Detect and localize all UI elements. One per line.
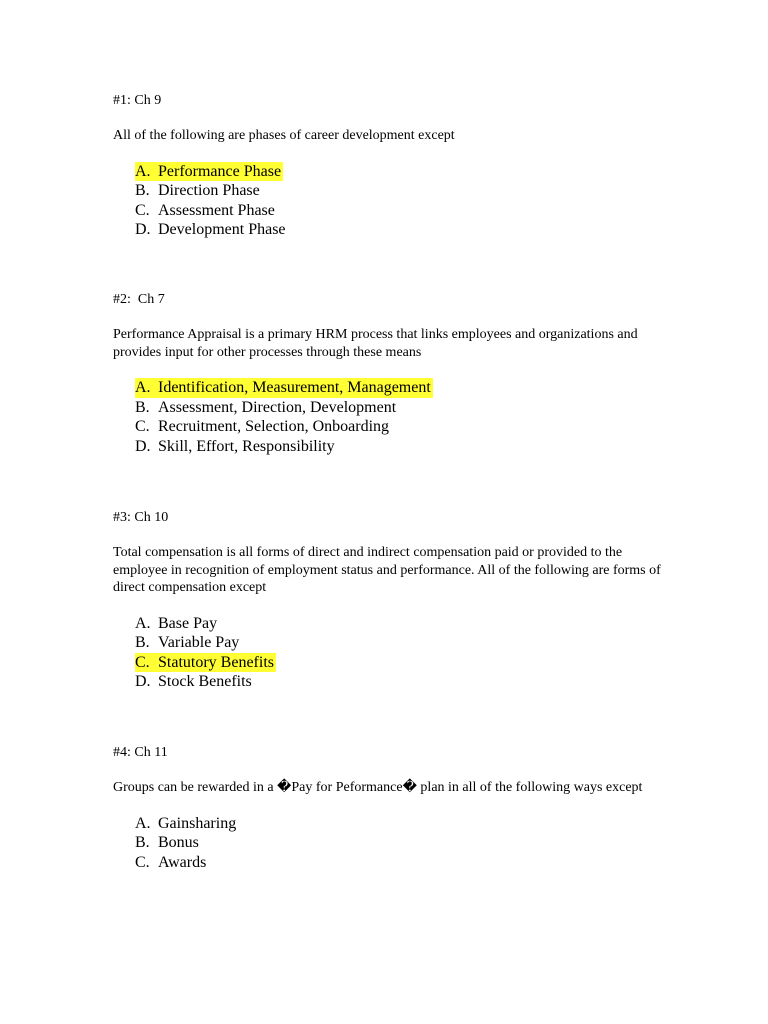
option-text: Variable Pay: [158, 634, 240, 652]
answer-options: [113, 614, 673, 692]
answer-option-c: [135, 417, 673, 437]
answer-option-a: [135, 378, 673, 398]
answer-highlight: [135, 162, 283, 182]
answer-option-b: [135, 398, 673, 418]
option-text: Development Phase: [158, 221, 286, 239]
option-text: Direction Phase: [158, 182, 260, 200]
answer-highlight: [135, 633, 241, 653]
question-text: Groups can be rewarded in a �Pay for Peformance� plan in all of the following ways except: [113, 780, 643, 795]
option-letter: B.: [135, 634, 150, 652]
answer-options: [113, 162, 673, 240]
option-letter: A.: [135, 162, 151, 180]
option-text: Statutory Benefits: [158, 653, 274, 671]
option-letter: B.: [135, 182, 150, 200]
option-letter: A.: [135, 814, 151, 832]
question-text: All of the following are phases of career development except: [113, 128, 455, 143]
answer-highlight: [135, 614, 219, 634]
question-2: [113, 291, 673, 456]
option-letter: D.: [135, 673, 151, 691]
option-text: Skill, Effort, Responsibility: [158, 437, 335, 455]
question-3: [113, 509, 673, 692]
answer-highlight: [135, 672, 254, 692]
answer-option-d: [135, 437, 673, 457]
option-text: Stock Benefits: [158, 673, 252, 691]
option-text: Assessment Phase: [158, 201, 275, 219]
option-letter: D.: [135, 221, 151, 239]
answer-highlight: [135, 653, 276, 673]
answer-highlight: [135, 201, 277, 221]
option-text: Recruitment, Selection, Onboarding: [158, 418, 390, 436]
answer-option-d: [135, 672, 673, 692]
option-letter: C.: [135, 201, 150, 219]
option-text: Awards: [158, 853, 207, 871]
option-text: Gainsharing: [158, 814, 237, 832]
option-letter: A.: [135, 379, 151, 396]
answer-highlight: [135, 220, 288, 240]
answer-option-c: [135, 653, 673, 673]
answer-highlight: [135, 814, 238, 834]
answer-highlight: [135, 833, 201, 853]
answer-highlight: [135, 181, 262, 201]
answer-highlight: [135, 417, 391, 437]
answer-option-b: [135, 181, 673, 201]
answer-option-b: [135, 833, 673, 853]
answer-highlight: [135, 853, 208, 873]
option-text: Identification, Measurement, Management: [158, 379, 431, 396]
answer-option-c: [135, 201, 673, 221]
option-letter: C.: [135, 853, 150, 871]
answer-option-c: [135, 853, 673, 873]
answer-highlight: [135, 437, 337, 457]
question-text: Total compensation is all forms of direct and indirect compensation paid or provided to the employee in recognition of employment status and performance. All of the following are forms of direct compensation except: [113, 545, 661, 595]
answer-option-a: [135, 814, 673, 834]
option-text: Assessment, Direction, Development: [158, 398, 397, 416]
option-letter: A.: [135, 614, 151, 632]
option-text: Bonus: [158, 834, 199, 852]
option-text: Base Pay: [158, 614, 218, 632]
answer-option-a: [135, 162, 673, 182]
option-text: Performance Phase: [158, 162, 282, 180]
option-letter: C.: [135, 418, 150, 436]
question-text: Performance Appraisal is a primary HRM process that links employees and organizations and provides input for other processes through these means: [113, 327, 638, 360]
question-1: [113, 92, 673, 240]
answer-highlight: [135, 398, 398, 418]
option-letter: D.: [135, 437, 151, 455]
question-header: #1: Ch 9: [113, 93, 162, 108]
answer-options: [113, 378, 673, 456]
answer-option-b: [135, 633, 673, 653]
question-header: #2: Ch 7: [113, 292, 165, 307]
option-letter: B.: [135, 834, 150, 852]
question-header: #3: Ch 10: [113, 510, 169, 525]
answer-option-d: [135, 220, 673, 240]
answer-options: [113, 814, 673, 873]
question-header: #4: Ch 11: [113, 745, 168, 760]
option-letter: C.: [135, 653, 150, 671]
answer-option-a: [135, 614, 673, 634]
question-4: [113, 744, 673, 872]
option-letter: B.: [135, 398, 150, 416]
answer-highlight: [135, 378, 433, 398]
